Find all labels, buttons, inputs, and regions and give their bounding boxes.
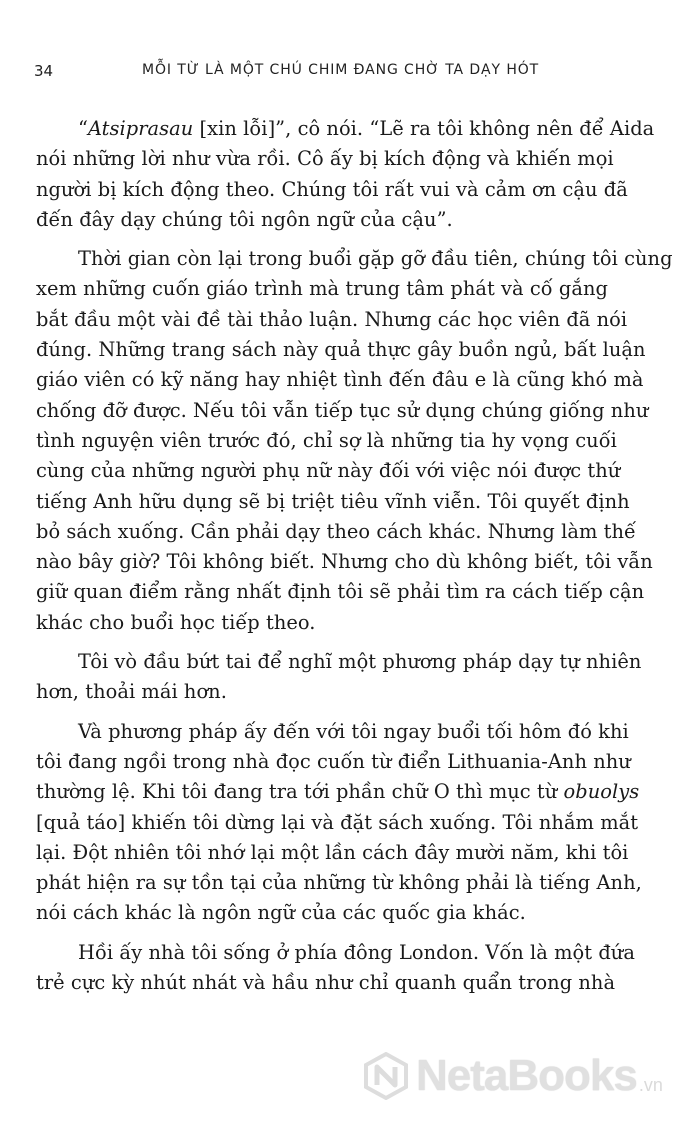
text-line: đúng. Những trang sách này quả thực gây buồn ngủ, bất luận [36, 338, 646, 362]
page-header [34, 62, 660, 86]
running-title: MỖI TỪ LÀ MỘT CHÚ CHIM ĐANG CHỜ TA DẠY HÓT [142, 62, 540, 78]
text-line: Và phương pháp ấy đến với tôi ngay buổi tối hôm đó khi [78, 719, 629, 743]
text-line: tôi đang ngồi trong nhà đọc cuốn từ điển Lithuania-Anh như [36, 749, 631, 773]
text-line: Thời gian còn lại trong buổi gặp gỡ đầu tiên, chúng tôi cùng [78, 247, 673, 271]
italic-term: Atsiprasau [87, 117, 194, 140]
text-line: tình nguyện viên trước đó, chỉ sợ là những tia hy vọng cuối [36, 428, 617, 452]
text-fragment: [xin lỗi]”, cô nói. “Lẽ ra tôi không nên để Aida [193, 117, 655, 140]
text-line: lại. Đột nhiên tôi nhớ lại một lần cách đây mười năm, khi tôi [36, 840, 629, 864]
paragraph-1 [36, 114, 660, 235]
text-line: đến đây dạy chúng tôi ngôn ngữ của cậu”. [36, 207, 453, 231]
text-line: nói những lời như vừa rồi. Cô ấy bị kích động và khiến mọi [36, 147, 614, 171]
text-line: bỏ sách xuống. Cần phải dạy theo cách khác. Nhưng làm thế [36, 519, 636, 543]
text-line: [quả táo] khiến tôi dừng lại và đặt sách xuống. Tôi nhắm mắt [36, 810, 639, 834]
text-line: người bị kích động theo. Chúng tôi rất vui và cảm ơn cậu đã [36, 177, 628, 201]
text-line [36, 777, 660, 807]
watermark-suffix: .vn [638, 1074, 663, 1095]
text-line: cùng của những người phụ nữ này đối với việc nói được thứ [36, 459, 621, 483]
paragraph-3 [36, 647, 660, 708]
netabooks-logo-icon [362, 1052, 410, 1100]
watermark-brand: NetaBooks [416, 1051, 637, 1100]
paragraph-4 [36, 717, 660, 929]
text-line: giáo viên có kỹ năng hay nhiệt tình đến đâu e là cũng khó mà [36, 368, 644, 392]
text-line: giữ quan điểm rằng nhất định tôi sẽ phải tìm ra cách tiếp cận [36, 580, 645, 604]
netabooks-watermark [362, 1046, 682, 1106]
text-line: nào bây giờ? Tôi không biết. Nhưng cho dù không biết, tôi vẫn [36, 550, 653, 574]
text-line: “Atsiprasau [xin lỗi]”, cô nói. “Lẽ ra tôi không nên để Aida [78, 117, 655, 140]
paragraph-5 [36, 938, 660, 999]
text-line: Tôi vò đầu bứt tai để nghĩ một phương pháp dạy tự nhiên [78, 650, 642, 674]
text-line: khác cho buổi học tiếp theo. [36, 610, 316, 634]
page-body [36, 114, 673, 1007]
text-line: phát hiện ra sự tồn tại của những từ không phải là tiếng Anh, [36, 871, 642, 895]
text-line: hơn, thoải mái hơn. [36, 680, 227, 704]
page-number: 34 [34, 62, 54, 80]
text-line: trẻ cực kỳ nhút nhát và hầu như chỉ quanh quẩn trong nhà [36, 971, 616, 995]
text-line: xem những cuốn giáo trình mà trung tâm phát và cố gắng [36, 277, 608, 301]
text-line: nói cách khác là ngôn ngữ của các quốc gia khác. [36, 901, 526, 925]
text-line: chống đỡ được. Nếu tôi vẫn tiếp tục sử dụng chúng giống như [36, 398, 649, 422]
italic-term: obuolys [563, 780, 640, 804]
text-line: tiếng Anh hữu dụng sẽ bị triệt tiêu vĩnh viễn. Tôi quyết định [36, 489, 630, 513]
text-line: Hồi ấy nhà tôi sống ở phía đông London. Vốn là một đứa [78, 940, 635, 964]
text-line: bắt đầu một vài đề tài thảo luận. Nhưng các học viên đã nói [36, 307, 628, 331]
text-fragment: thường lệ. Khi tôi đang tra tới phần chữ O thì mục từ [36, 780, 564, 804]
paragraph-2 [36, 244, 673, 638]
